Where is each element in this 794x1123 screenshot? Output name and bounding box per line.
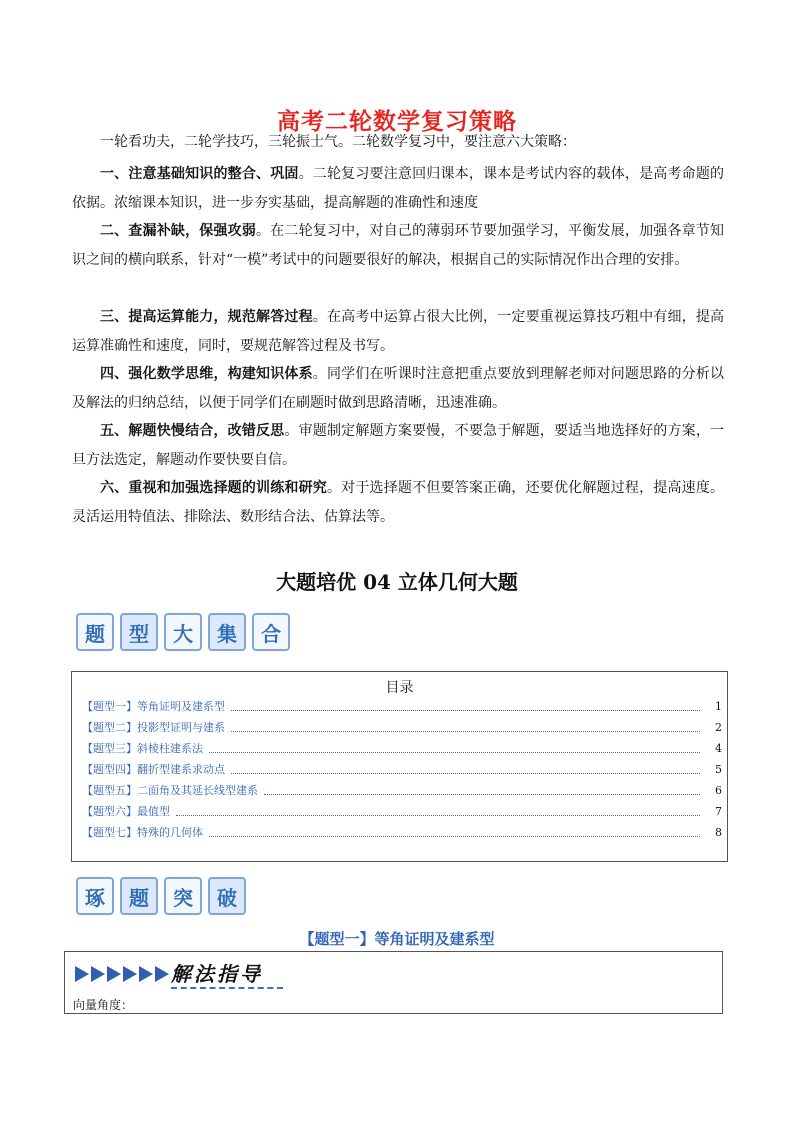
toc-leader — [264, 786, 700, 795]
banner-char: 合 — [252, 613, 290, 651]
banner-char: 题 — [120, 877, 158, 915]
toc-item-page: 8 — [715, 825, 722, 839]
method-title: 解法指导 — [171, 962, 263, 986]
strategy-text: 。同学们在听课时注意把重点要放到理解老师对问题思路的分析以及解法的归纳总结，以便于同学们在刷题时做到思路清晰，迅速准确。 — [72, 366, 725, 411]
question-type-heading: 【题型一】等角证明及建系型 — [299, 930, 495, 948]
toc-item-label: 【题型三】斜棱柱建系法 — [82, 742, 203, 755]
strategy-paragraph-4 — [72, 360, 724, 417]
toc-item[interactable] — [82, 717, 722, 737]
toc-item-label: 【题型六】最值型 — [82, 805, 170, 818]
banner-char: 题 — [76, 613, 114, 651]
strategy-text: 。审题制定解题方案要慢，不要急于解题，要适当地选择好的方案，一旦方法选定，解题动作要快要自信。 — [72, 423, 725, 468]
banner-problem-breakthrough — [76, 877, 246, 915]
dashed-underline — [171, 987, 283, 989]
banner-char: 集 — [208, 613, 246, 651]
toc-item-label: 【题型四】翻折型建系求动点 — [82, 763, 225, 776]
strategy-heading: 三、提高运算能力，规范解答过程 — [100, 309, 313, 325]
toc-item-page: 7 — [715, 804, 722, 818]
strategy-heading: 五、解题快慢结合，改错反思 — [100, 423, 285, 439]
toc-item-page: 6 — [715, 783, 722, 797]
strategy-paragraph-2 — [72, 217, 724, 274]
toc-leader — [176, 807, 700, 816]
strategy-text: 。对于选择题不但要答案正确，还要优化解题过程，提高速度。灵活运用特值法、排除法、数形结合法、估算法等。 — [72, 480, 725, 525]
banner-question-types — [76, 613, 290, 651]
toc-item[interactable] — [82, 759, 722, 779]
toc-title: 目录 — [385, 680, 414, 696]
banner-char: 破 — [208, 877, 246, 915]
toc-leader — [231, 702, 700, 711]
toc-leader — [231, 765, 700, 774]
banner-char: 突 — [164, 877, 202, 915]
strategy-paragraph-1 — [72, 160, 724, 217]
intro-paragraph: 一轮看功夫，二轮学技巧，三轮振士气。二轮数学复习中，要注意六大策略： — [100, 134, 576, 150]
toc-item[interactable] — [82, 822, 722, 842]
method-guide-box — [64, 951, 723, 1014]
toc-leader — [209, 744, 700, 753]
chevron-arrows-icon — [75, 966, 171, 982]
strategy-heading: 二、查漏补缺，保强攻弱 — [100, 223, 257, 239]
section-title: 大题培优 04 立体几何大题 — [276, 570, 518, 594]
strategy-text: 。二轮复习要注意回归课本，课本是考试内容的载体，是高考命题的依据。浓缩课本知识，进一步夯实基础，提高解题的准确性和速度 — [72, 166, 725, 211]
toc-item[interactable] — [82, 696, 722, 716]
banner-char: 型 — [120, 613, 158, 651]
toc-item-page: 2 — [715, 720, 722, 734]
banner-char: 大 — [164, 613, 202, 651]
strategy-heading: 四、强化数学思维，构建知识体系 — [100, 366, 313, 382]
toc-item-page: 5 — [715, 762, 722, 776]
method-text: 向量角度： — [73, 998, 134, 1012]
toc-item-label: 【题型二】投影型证明与建系 — [82, 721, 225, 734]
toc-item-label: 【题型一】等角证明及建系型 — [82, 700, 225, 713]
strategy-paragraph-3 — [72, 303, 724, 360]
strategy-text: 。在高考中运算占很大比例，一定要重视运算技巧粗中有细，提高运算准确性和速度，同时，要规范解答过程及书写。 — [72, 309, 725, 354]
table-of-contents — [71, 671, 728, 862]
toc-item[interactable] — [82, 738, 722, 758]
strategy-paragraph-5 — [72, 417, 724, 474]
toc-leader — [209, 828, 700, 837]
toc-item-label: 【题型五】二面角及其延长线型建系 — [82, 784, 258, 797]
toc-leader — [231, 723, 700, 732]
toc-item-page: 4 — [715, 741, 722, 755]
page-title: 高考二轮数学复习策略 — [277, 109, 517, 135]
toc-item-label: 【题型七】特殊的几何体 — [82, 826, 203, 839]
toc-item[interactable] — [82, 780, 722, 800]
strategy-text: 。在二轮复习中，对自己的薄弱环节要加强学习，平衡发展，加强各章节知识之间的横向联系，针对“一模”考试中的问题要很好的解决，根据自己的实际情况作出合理的安排。 — [72, 223, 724, 268]
toc-item-page: 1 — [715, 699, 722, 713]
strategy-heading: 一、注意基础知识的整合、巩固 — [100, 166, 299, 182]
toc-item[interactable] — [82, 801, 722, 821]
strategy-heading: 六、重视和加强选择题的训练和研究 — [100, 480, 327, 496]
banner-char: 琢 — [76, 877, 114, 915]
strategy-paragraph-6 — [72, 474, 724, 531]
